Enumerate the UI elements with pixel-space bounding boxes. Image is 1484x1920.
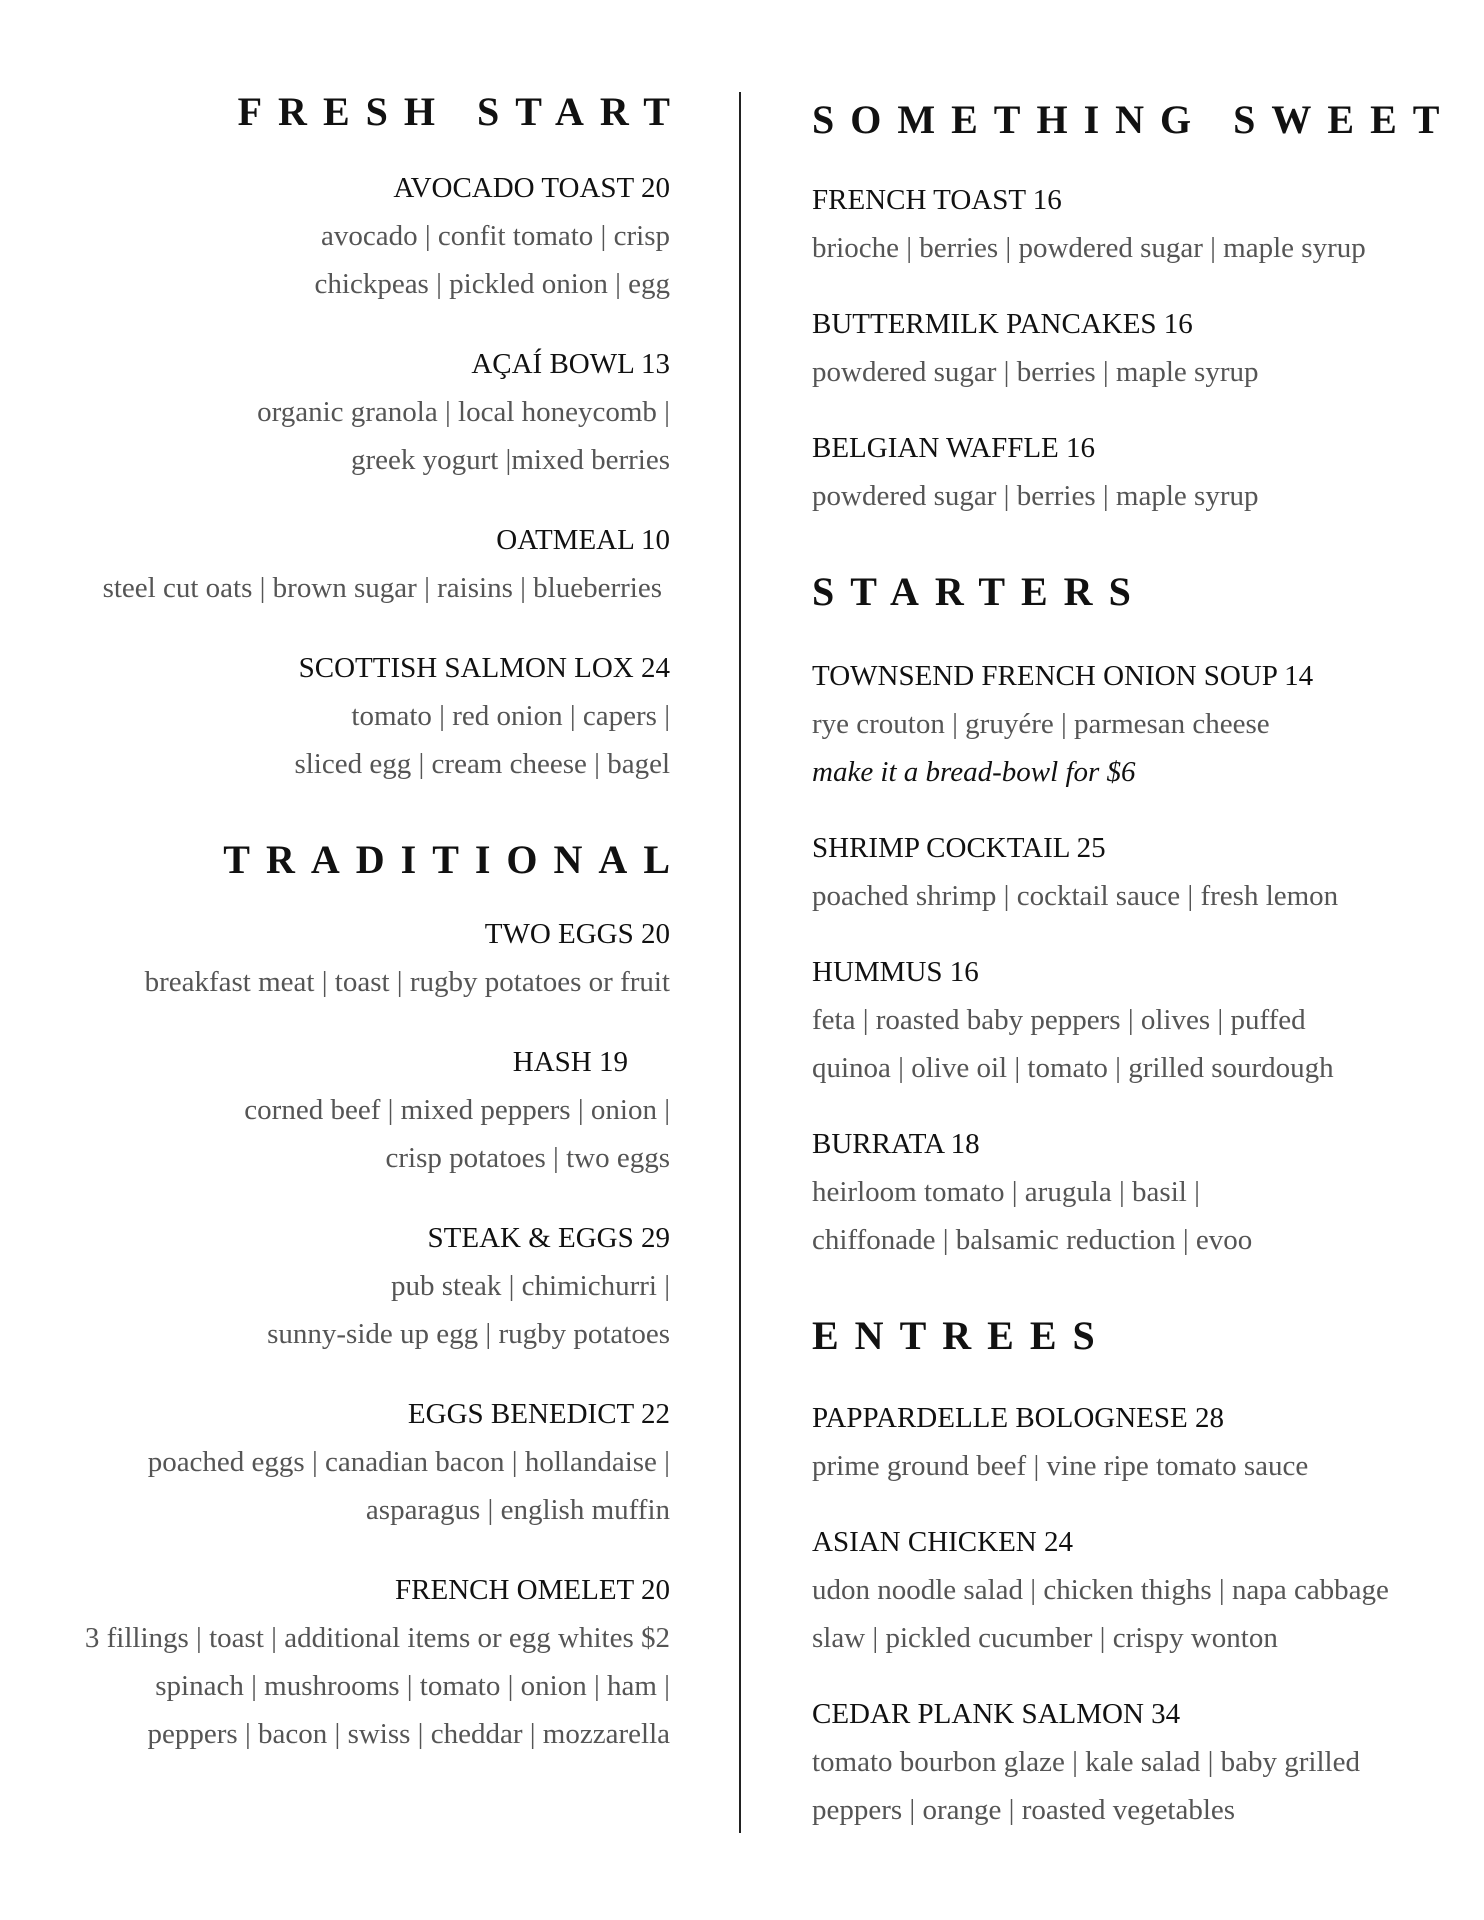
menu-item-hummus xyxy=(812,948,1452,1092)
item-name: BUTTERMILK PANCAKES 16 xyxy=(812,308,1193,340)
item-desc: peppers | bacon | swiss | cheddar | mozzarella xyxy=(147,1718,670,1750)
item-desc: powdered sugar | berries | maple syrup xyxy=(812,480,1259,512)
item-desc: quinoa | olive oil | tomato | grilled sourdough xyxy=(812,1052,1334,1084)
item-desc: greek yogurt |mixed berries xyxy=(350,444,670,476)
menu-item-french-onion-soup xyxy=(812,652,1452,796)
item-desc: peppers | orange | roasted vegetables xyxy=(812,1794,1236,1826)
section-title-fresh-start: FRESH START xyxy=(237,89,686,134)
item-note: make it a bread-bowl for $6 xyxy=(812,756,1136,788)
item-name: HUMMUS 16 xyxy=(812,956,979,988)
item-name: SCOTTISH SALMON LOX 24 xyxy=(298,652,670,684)
item-desc: breakfast meat | toast | rugby potatoes or fruit xyxy=(144,966,670,998)
item-desc: tomato bourbon glaze | kale salad | baby grilled xyxy=(812,1746,1360,1778)
section-title-starters: STARTERS xyxy=(812,569,1147,614)
item-desc: feta | roasted baby peppers | olives | puffed xyxy=(812,1004,1306,1036)
item-name: FRENCH OMELET 20 xyxy=(395,1574,670,1606)
item-name: EGGS BENEDICT 22 xyxy=(407,1398,670,1430)
item-name: CEDAR PLANK SALMON 34 xyxy=(812,1698,1181,1730)
section-title-entrees: ENTREES xyxy=(812,1313,1111,1358)
menu-item-oatmeal xyxy=(40,516,670,612)
item-desc: avocado | confit tomato | crisp xyxy=(320,220,670,252)
menu-item-shrimp-cocktail xyxy=(812,824,1452,920)
item-name: TWO EGGS 20 xyxy=(484,918,670,950)
item-desc: tomato | red onion | capers | xyxy=(351,700,670,732)
item-desc: asparagus | english muffin xyxy=(365,1494,670,1526)
item-desc: powdered sugar | berries | maple syrup xyxy=(812,356,1259,388)
item-desc: 3 fillings | toast | additional items or egg whites $2 xyxy=(84,1622,670,1654)
menu-item-cedar-plank-salmon xyxy=(812,1690,1452,1834)
menu-item-pappardelle-bolognese xyxy=(812,1394,1452,1490)
item-desc: poached shrimp | cocktail sauce | fresh lemon xyxy=(812,880,1339,912)
item-desc: organic granola | local honeycomb | xyxy=(257,396,670,428)
menu-item-buttermilk-pancakes xyxy=(812,300,1452,396)
item-desc: poached eggs | canadian bacon | hollandaise | xyxy=(147,1446,670,1478)
item-desc: sunny-side up egg | rugby potatoes xyxy=(267,1318,670,1350)
item-desc: pub steak | chimichurri | xyxy=(391,1270,670,1302)
item-name: TOWNSEND FRENCH ONION SOUP 14 xyxy=(812,660,1314,692)
item-desc: chickpeas | pickled onion | egg xyxy=(314,268,670,300)
item-name: BURRATA 18 xyxy=(812,1128,980,1160)
item-desc: spinach | mushrooms | tomato | onion | ham | xyxy=(155,1670,670,1702)
item-name: FRENCH TOAST 16 xyxy=(812,184,1062,216)
menu-item-belgian-waffle xyxy=(812,424,1452,520)
section-title-traditional: TRADITIONAL xyxy=(223,837,686,882)
item-desc: slaw | pickled cucumber | crispy wonton xyxy=(812,1622,1278,1654)
item-desc: udon noodle salad | chicken thighs | napa cabbage xyxy=(812,1574,1389,1606)
menu-item-french-toast xyxy=(812,176,1452,272)
item-name: AÇAÍ BOWL 13 xyxy=(471,348,670,380)
menu-item-two-eggs xyxy=(40,910,670,1006)
menu-item-eggs-benedict xyxy=(40,1390,670,1534)
menu-item-steak-eggs xyxy=(40,1214,670,1358)
section-title-something-sweet: SOMETHING SWEET xyxy=(812,97,1456,142)
menu-item-burrata xyxy=(812,1120,1452,1264)
item-desc: crisp potatoes | two eggs xyxy=(385,1142,670,1174)
menu-item-avocado-toast xyxy=(40,164,670,308)
column-divider xyxy=(739,92,741,1833)
item-name: BELGIAN WAFFLE 16 xyxy=(812,432,1096,464)
item-name: STEAK & EGGS 29 xyxy=(427,1222,670,1254)
item-desc: brioche | berries | powdered sugar | maple syrup xyxy=(812,232,1366,264)
menu-item-acai-bowl xyxy=(40,340,670,484)
item-name: HASH 19 xyxy=(512,1046,628,1078)
item-name: AVOCADO TOAST 20 xyxy=(393,172,670,204)
item-name: OATMEAL 10 xyxy=(496,524,670,556)
menu-item-salmon-lox xyxy=(40,644,670,788)
item-desc: prime ground beef | vine ripe tomato sauce xyxy=(812,1450,1309,1482)
item-desc: sliced egg | cream cheese | bagel xyxy=(294,748,670,780)
item-name: ASIAN CHICKEN 24 xyxy=(812,1526,1073,1558)
item-desc: steel cut oats | brown sugar | raisins | blueberries xyxy=(102,572,662,604)
menu-item-french-omelet xyxy=(40,1566,670,1758)
menu-item-asian-chicken xyxy=(812,1518,1452,1662)
item-desc: corned beef | mixed peppers | onion | xyxy=(244,1094,670,1126)
item-name: PAPPARDELLE BOLOGNESE 28 xyxy=(812,1402,1224,1434)
item-desc: heirloom tomato | arugula | basil | xyxy=(812,1176,1200,1208)
item-name: SHRIMP COCKTAIL 25 xyxy=(812,832,1106,864)
item-desc: chiffonade | balsamic reduction | evoo xyxy=(812,1224,1253,1256)
item-desc: rye crouton | gruyére | parmesan cheese xyxy=(812,708,1270,740)
menu-item-hash xyxy=(40,1038,670,1182)
